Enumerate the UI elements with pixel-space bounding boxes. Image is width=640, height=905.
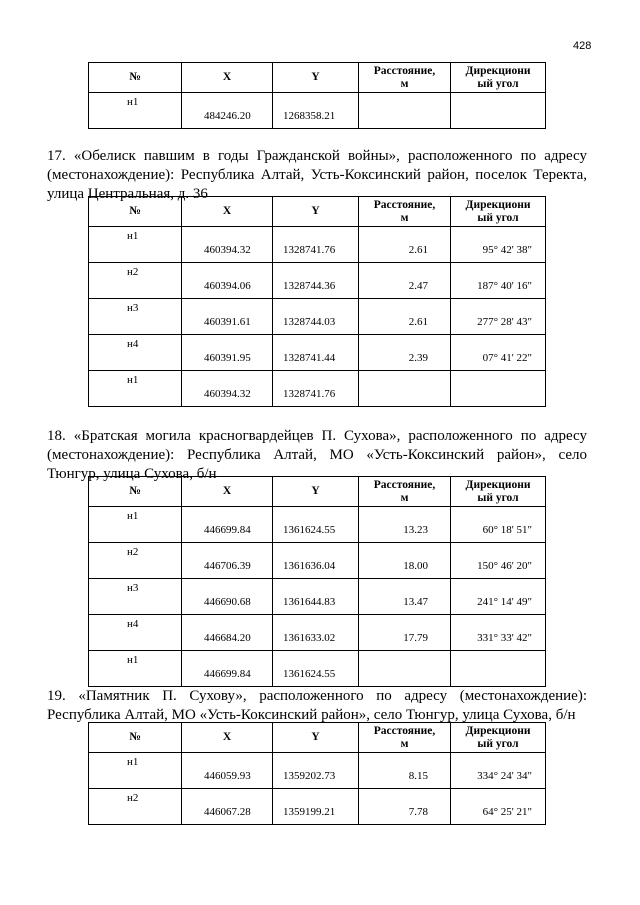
x-value: 460394.32 <box>204 388 251 400</box>
y-cell <box>273 507 359 543</box>
point-label: н2 <box>127 792 139 804</box>
angle-cell <box>451 579 546 615</box>
point-label: н4 <box>127 338 139 350</box>
point-cell <box>89 93 182 129</box>
distance-cell <box>359 753 451 789</box>
header-angle-line1: Дирекциони <box>465 478 531 491</box>
distance-value: 13.23 <box>403 524 428 536</box>
header-angle-line2: ый угол <box>477 491 519 504</box>
x-value: 460394.32 <box>204 244 251 256</box>
distance-value: 8.15 <box>408 770 428 782</box>
point-cell <box>89 615 182 651</box>
header-angle-line1: Дирекциони <box>465 198 531 211</box>
distance-cell <box>359 507 451 543</box>
angle-value: 241° 14' 49" <box>477 596 532 608</box>
point-label: н1 <box>127 230 139 242</box>
x-value: 446684.20 <box>204 632 251 644</box>
section-17-description: 17. «Обелиск павшим в годы Гражданской войны», расположенного по адресу (местонахождение): Республика Алтай, Усть-Коксинский район, поселок Теректа, улица Центральная, д. 36 <box>47 148 587 202</box>
y-value: 1359202.73 <box>283 770 336 782</box>
header-x: X <box>182 63 273 93</box>
header-angle <box>451 197 546 227</box>
header-angle-line2: ый угол <box>477 211 519 224</box>
distance-cell <box>359 789 451 825</box>
header-distance <box>359 477 451 507</box>
angle-value: 64° 25' 21" <box>482 806 532 818</box>
y-cell <box>273 335 359 371</box>
table-body <box>89 197 546 407</box>
angle-value: 95° 42' 38" <box>482 244 532 256</box>
table-row <box>89 93 546 129</box>
point-cell <box>89 335 182 371</box>
angle-cell <box>451 263 546 299</box>
header-distance-line2: м <box>400 737 409 750</box>
header-angle-line1: Дирекциони <box>465 64 531 77</box>
distance-value <box>359 651 450 668</box>
x-value: 484246.20 <box>204 110 251 122</box>
angle-cell <box>451 651 546 687</box>
x-value: 460394.06 <box>204 280 251 292</box>
x-cell <box>182 371 273 407</box>
angle-value: 150° 46' 20" <box>477 560 532 572</box>
angle-cell <box>451 615 546 651</box>
section-19-coordinates-table <box>88 722 546 825</box>
y-cell <box>273 579 359 615</box>
coordinates-table-continued <box>88 62 546 129</box>
angle-cell <box>451 93 546 129</box>
point-label: н3 <box>127 582 139 594</box>
point-cell <box>89 543 182 579</box>
angle-cell <box>451 753 546 789</box>
angle-value: 60° 18' 51" <box>482 524 532 536</box>
header-angle <box>451 477 546 507</box>
header-distance <box>359 723 451 753</box>
section-17-coordinates-table <box>88 196 546 407</box>
x-cell <box>182 93 273 129</box>
y-cell <box>273 615 359 651</box>
distance-value: 2.61 <box>408 316 428 328</box>
angle-cell <box>451 299 546 335</box>
table-row <box>89 227 546 263</box>
point-label: н1 <box>127 510 139 522</box>
header-row <box>89 63 546 93</box>
header-number: № <box>89 197 182 227</box>
table-row <box>89 263 546 299</box>
point-cell <box>89 507 182 543</box>
distance-value: 7.78 <box>408 806 428 818</box>
point-label: н1 <box>127 374 139 386</box>
y-cell <box>273 753 359 789</box>
distance-value: 2.47 <box>408 280 428 292</box>
x-cell <box>182 507 273 543</box>
angle-cell <box>451 371 546 407</box>
table-row <box>89 615 546 651</box>
x-value: 460391.95 <box>204 352 251 364</box>
angle-value: 334° 24' 34" <box>477 770 532 782</box>
distance-cell <box>359 579 451 615</box>
y-value: 1328744.03 <box>283 316 336 328</box>
distance-cell <box>359 543 451 579</box>
distance-cell <box>359 299 451 335</box>
y-cell <box>273 789 359 825</box>
header-number: № <box>89 477 182 507</box>
point-cell <box>89 299 182 335</box>
header-distance-line1: Расстояние, <box>373 64 436 77</box>
y-value: 1361624.55 <box>283 524 336 536</box>
header-angle-line1: Дирекциони <box>465 724 531 737</box>
x-value: 446699.84 <box>204 668 251 680</box>
x-value: 446699.84 <box>204 524 251 536</box>
table-row <box>89 651 546 687</box>
angle-value <box>451 93 545 110</box>
angle-cell <box>451 227 546 263</box>
distance-value: 2.39 <box>408 352 428 364</box>
distance-cell <box>359 263 451 299</box>
table-body <box>89 723 546 825</box>
x-value: 446067.28 <box>204 806 251 818</box>
angle-value <box>451 651 545 668</box>
header-y: Y <box>273 477 359 507</box>
distance-value: 13.47 <box>403 596 428 608</box>
y-cell <box>273 543 359 579</box>
x-value: 446706.39 <box>204 560 251 572</box>
point-label: н1 <box>127 756 139 768</box>
distance-value: 18.00 <box>403 560 428 572</box>
header-number: № <box>89 63 182 93</box>
angle-cell <box>451 507 546 543</box>
y-value: 1328741.44 <box>283 352 336 364</box>
header-angle <box>451 63 546 93</box>
table-row <box>89 579 546 615</box>
y-cell <box>273 227 359 263</box>
angle-cell <box>451 543 546 579</box>
table-row <box>89 789 546 825</box>
header-distance <box>359 63 451 93</box>
x-cell <box>182 227 273 263</box>
angle-value: 187° 40' 16" <box>477 280 532 292</box>
section-19-description: 19. «Памятник П. Сухову», расположенного по адресу (местонахождение): Республика Алтай, МО «Усть-Коксинский район», село Тюнгур, улица Сухова, б/н <box>47 688 587 723</box>
y-cell <box>273 299 359 335</box>
header-y: Y <box>273 723 359 753</box>
point-cell <box>89 789 182 825</box>
x-cell <box>182 299 273 335</box>
y-value: 1328741.76 <box>283 244 336 256</box>
distance-cell <box>359 93 451 129</box>
header-distance-line2: м <box>400 77 409 90</box>
angle-value: 331° 33' 42" <box>477 632 532 644</box>
point-cell <box>89 371 182 407</box>
distance-value <box>359 371 450 388</box>
y-value: 1361633.02 <box>283 632 336 644</box>
header-row <box>89 723 546 753</box>
header-distance-line1: Расстояние, <box>373 724 436 737</box>
table-body <box>89 477 546 687</box>
distance-cell <box>359 615 451 651</box>
x-cell <box>182 543 273 579</box>
section-18-coordinates-table <box>88 476 546 687</box>
table-row <box>89 299 546 335</box>
header-distance-line1: Расстояние, <box>373 478 436 491</box>
x-cell <box>182 263 273 299</box>
x-cell <box>182 789 273 825</box>
x-value: 446059.93 <box>204 770 251 782</box>
point-label: н3 <box>127 302 139 314</box>
x-cell <box>182 615 273 651</box>
table-body <box>89 63 546 129</box>
header-angle-line2: ый угол <box>477 77 519 90</box>
distance-value <box>359 93 450 110</box>
point-label: н4 <box>127 618 139 630</box>
header-angle-line2: ый угол <box>477 737 519 750</box>
point-cell <box>89 651 182 687</box>
section-18-description: 18. «Братская могила красногвардейцев П. Сухова», расположенного по адресу (местонахождение): Республика Алтай, МО «Усть-Коксинский район», село Тюнгур, улица Сухова, б/н <box>47 428 587 482</box>
y-value: 1361624.55 <box>283 668 336 680</box>
header-y: Y <box>273 197 359 227</box>
x-value: 446690.68 <box>204 596 251 608</box>
angle-value <box>451 371 545 388</box>
y-value: 1361636.04 <box>283 560 336 572</box>
distance-value: 17.79 <box>403 632 428 644</box>
y-cell <box>273 651 359 687</box>
point-cell <box>89 227 182 263</box>
table-row <box>89 543 546 579</box>
y-cell <box>273 93 359 129</box>
table-row <box>89 507 546 543</box>
header-distance <box>359 197 451 227</box>
y-cell <box>273 371 359 407</box>
point-cell <box>89 753 182 789</box>
distance-cell <box>359 651 451 687</box>
y-value: 1268358.21 <box>283 110 336 122</box>
header-y: Y <box>273 63 359 93</box>
header-row <box>89 477 546 507</box>
header-distance-line2: м <box>400 491 409 504</box>
x-cell <box>182 335 273 371</box>
point-cell <box>89 263 182 299</box>
header-angle <box>451 723 546 753</box>
x-cell <box>182 579 273 615</box>
header-number: № <box>89 723 182 753</box>
page-number: 428 <box>573 40 592 52</box>
y-value: 1328741.76 <box>283 388 336 400</box>
y-value: 1361644.83 <box>283 596 336 608</box>
point-label: н1 <box>127 654 139 666</box>
point-cell <box>89 579 182 615</box>
angle-value: 07° 41' 22" <box>482 352 532 364</box>
header-distance-line2: м <box>400 211 409 224</box>
y-cell <box>273 263 359 299</box>
table-row <box>89 753 546 789</box>
header-x: X <box>182 477 273 507</box>
distance-cell <box>359 335 451 371</box>
table-row <box>89 335 546 371</box>
y-value: 1328744.36 <box>283 280 336 292</box>
point-label: н2 <box>127 546 139 558</box>
distance-cell <box>359 371 451 407</box>
header-x: X <box>182 723 273 753</box>
table-row <box>89 371 546 407</box>
point-label: н1 <box>127 96 139 108</box>
angle-cell <box>451 335 546 371</box>
distance-cell <box>359 227 451 263</box>
header-row <box>89 197 546 227</box>
header-distance-line1: Расстояние, <box>373 198 436 211</box>
x-cell <box>182 753 273 789</box>
point-label: н2 <box>127 266 139 278</box>
distance-value: 2.61 <box>408 244 428 256</box>
y-value: 1359199.21 <box>283 806 336 818</box>
x-value: 460391.61 <box>204 316 251 328</box>
header-x: X <box>182 197 273 227</box>
angle-cell <box>451 789 546 825</box>
x-cell <box>182 651 273 687</box>
angle-value: 277° 28' 43" <box>477 316 532 328</box>
